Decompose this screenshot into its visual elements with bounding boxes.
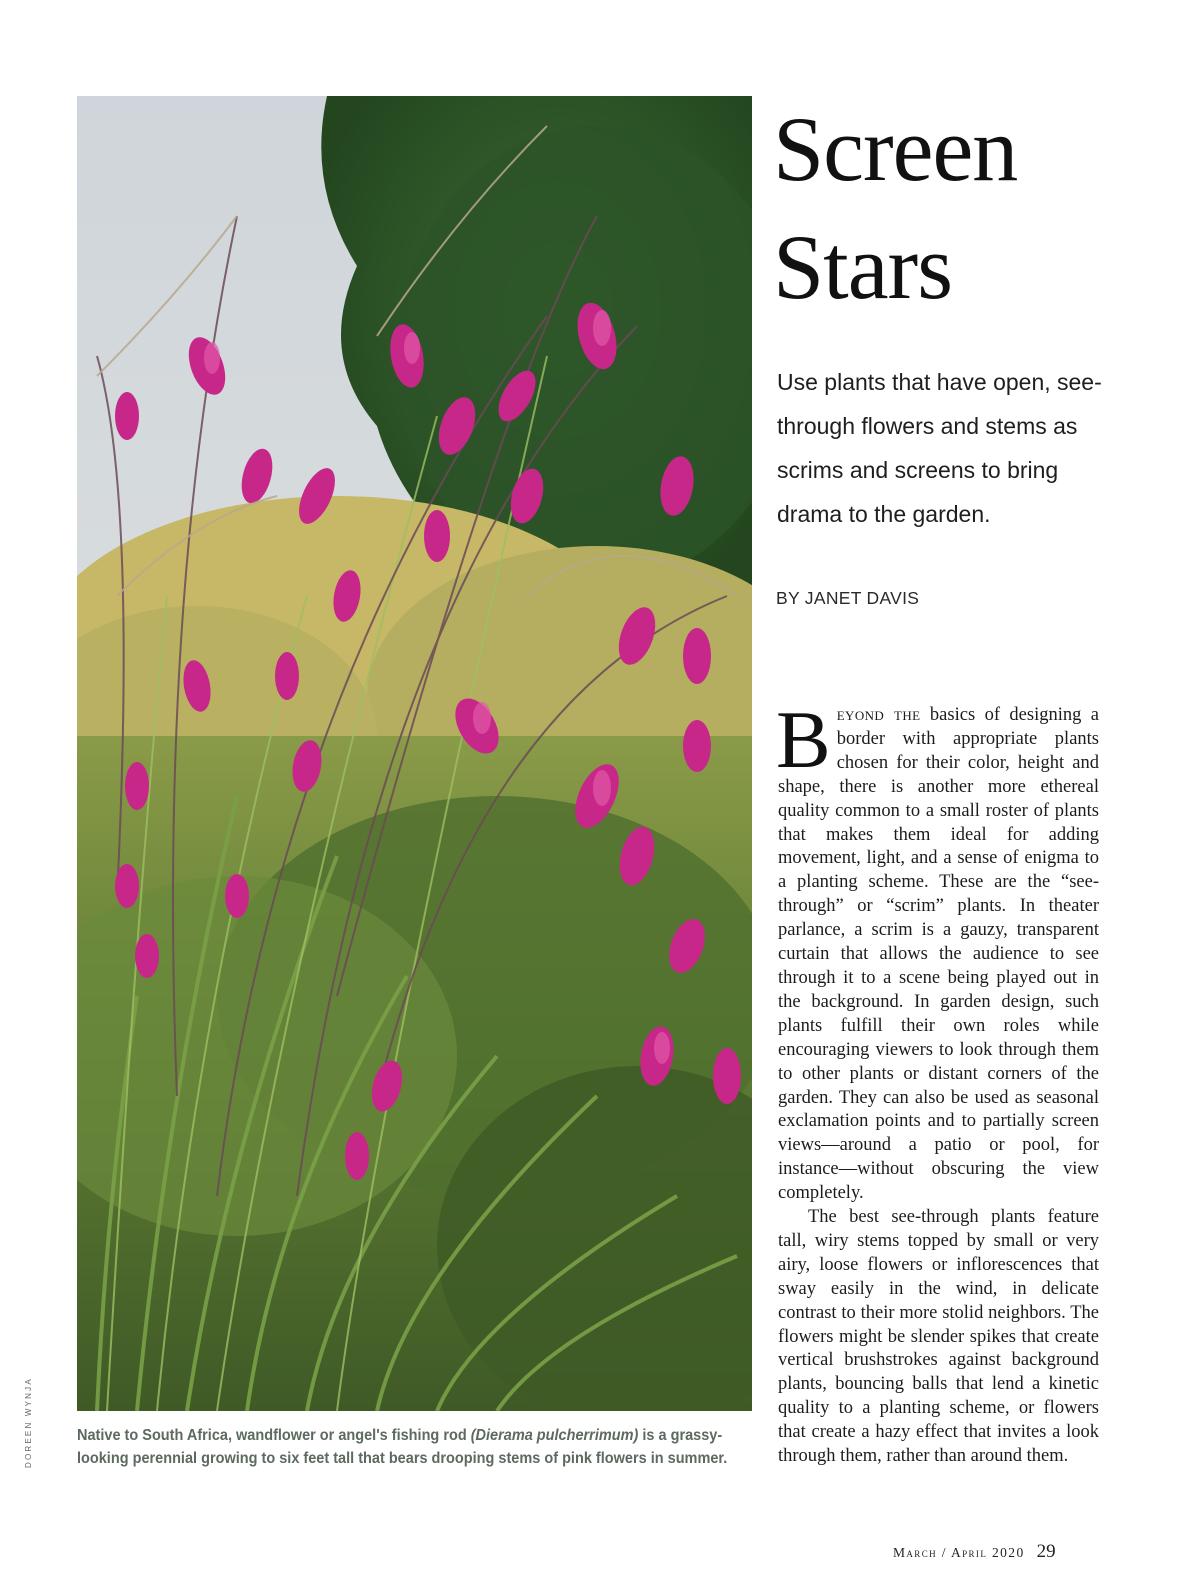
article-body [776, 694, 1099, 1469]
title-line-1: Screen [773, 98, 1018, 200]
page-footer [893, 1541, 1103, 1563]
caption-scientific-name: (Dierama pulcherrimum) [470, 1427, 639, 1444]
article-title [773, 90, 1193, 326]
paragraph-1 [776, 694, 1099, 1206]
issue-date: March / April 2020 [893, 1545, 1025, 1560]
photo-caption [77, 1424, 755, 1470]
lead-in: eyond the [836, 705, 921, 725]
photo-credit [20, 1377, 42, 1471]
paragraph-2: The best see-through plants feature tall, wiry stems topped by small or very airy, loose flowers or inflorescences that sway easily in the wind, in delicate contrast to their more stolid neighbors. The flowers might be slender spikes that create vertical brushstrokes against background plants, bouncing balls that lend a kinetic quality to a planting scheme, or flowers that create a hazy effect that invites a look through them, rather than around them. [778, 1207, 1099, 1467]
paragraph-1-text: basics of designing a border with appropriate plants chosen for their color, height and shape, there is another more ethereal quality common to a small roster of plants that makes them ideal for adding movement, light, and a sense of enigma to a planting scheme. These are the “see-through” or “scrim” plants. In theater parlance, a scrim is a gauzy, transparent curtain that allows the audience to see through it to a scene being played out in the background. In garden design, such plants fulfill their own roles while encouraging viewers to look through them to other plants or distant corners of the garden. They can also be used as seasonal exclamation points and to partially screen views—around a patio or pool, for instance—without obscuring the view completely. [778, 705, 1099, 1204]
wandflower-photo-illustration [77, 96, 752, 1411]
caption-text-after: is a grassy-looking perennial growing to six feet tall that bears drooping stems of pink flowers in summer. [77, 1427, 728, 1467]
drop-cap: B [776, 694, 831, 785]
article-dek: Use plants that have open, see-through flowers and stems as scrims and screens to bring drama to the garden. [777, 369, 1102, 527]
page-number: 29 [1036, 1541, 1056, 1562]
byline: BY JANET DAVIS [776, 588, 920, 608]
caption-text-before: Native to South Africa, wandflower or angel's fishing rod [77, 1427, 471, 1444]
title-line-2: Stars [773, 216, 952, 318]
garden-photo [77, 96, 752, 1411]
photo-credit-text: DOREEN WYNJA [24, 1377, 33, 1468]
